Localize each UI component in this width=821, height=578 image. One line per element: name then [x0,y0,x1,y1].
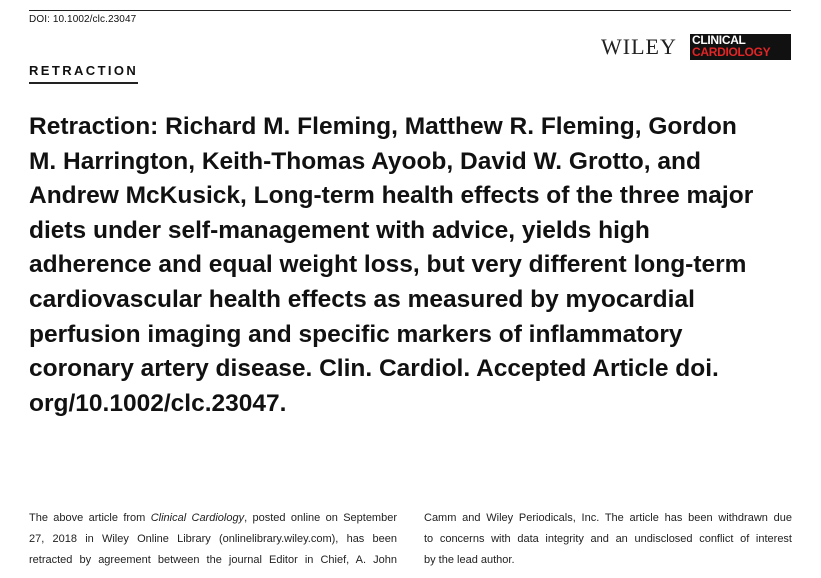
body-line: to concerns with data integrity and an undisclosed conflict of interest [424,533,792,545]
body-text: , posted online on September [244,512,397,524]
journal-logo-line2: CARDIOLOGY [692,45,771,59]
body-text: The above article from [29,512,151,524]
title-line: diets under self-management with advice, yields high [29,216,650,244]
title-line: coronary artery disease. Clin. Cardiol. Accepted Article doi. [29,355,719,383]
journal-name: Clinical Cardiology [150,512,245,524]
title-line: M. Harrington, Keith-Thomas Ayoob, David W. Grotto, and [29,147,701,175]
article-title [29,110,799,421]
body-line: 27, 2018 in Wiley Online Library (onlinelibrary.wiley.com), has been [29,533,397,545]
journal-logo-line1: CLINICAL [692,34,746,47]
title-line: org/10.1002/clc.23047. [29,389,287,417]
body-column-left [29,508,397,571]
doi-label: DOI: 10.1002/clc.23047 [29,14,137,25]
title-line: Retraction: Richard M. Fleming, Matthew R. Fleming, Gordon [29,113,737,140]
title-line: Andrew McKusick, Long-term health effects of the three major [29,182,754,210]
clinical-cardiology-logo [690,34,791,60]
section-label: RETRACTION [29,63,138,84]
wiley-logo: WILEY [601,34,677,59]
body-column-right [424,508,792,571]
header-rule [29,10,791,11]
body-line: Camm and Wiley Periodicals, Inc. The article has been withdrawn due [424,512,792,524]
title-line: cardiovascular health effects as measured by myocardial [29,285,695,313]
body-line: retracted by agreement between the journal Editor in Chief, A. John [29,554,397,566]
body-line: by the lead author. [424,554,515,566]
title-line: adherence and equal weight loss, but very different long-term [29,251,747,279]
body-line [29,508,397,529]
title-line: perfusion imaging and specific markers of inflammatory [29,320,683,348]
